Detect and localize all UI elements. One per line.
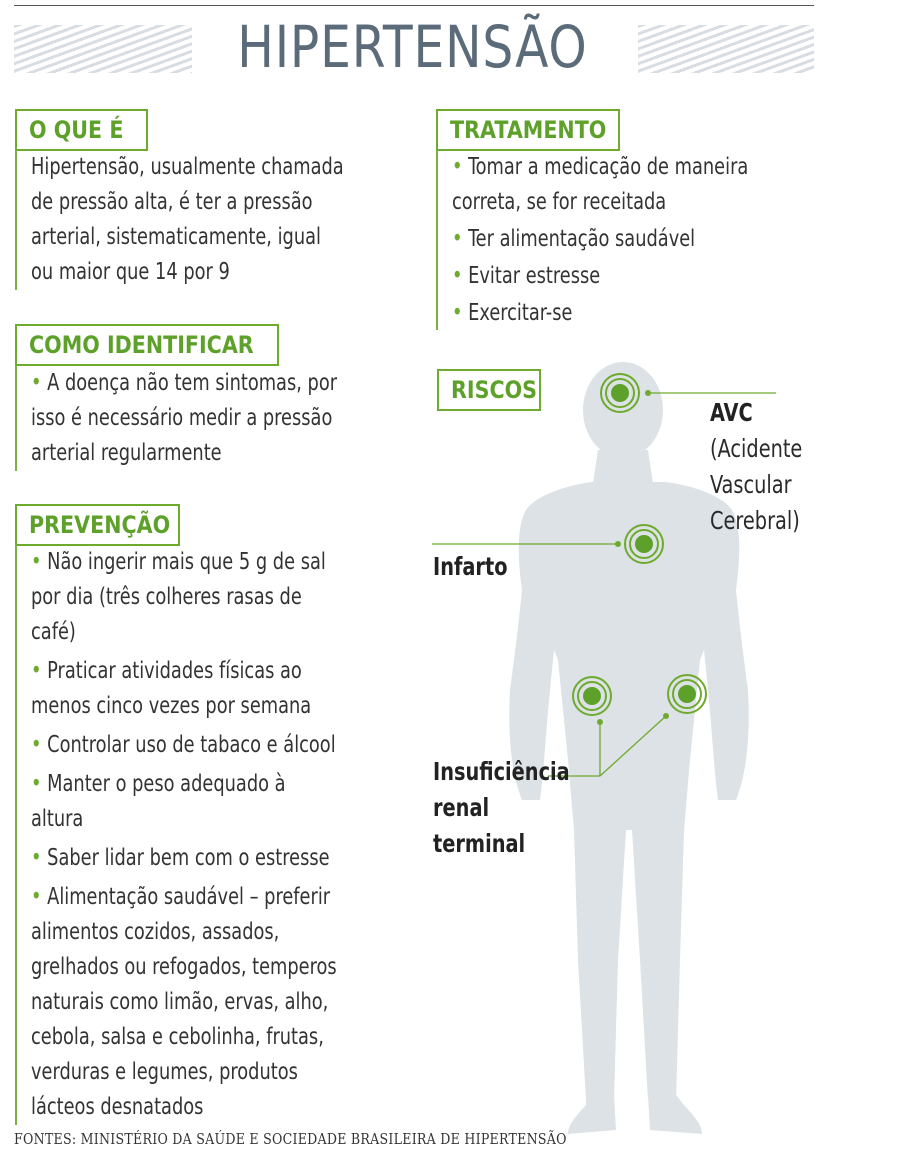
body-line: • Saber lidar bem com o estresse [31,845,330,871]
infarto-target-icon [625,525,663,563]
bullet-icon: • [452,300,469,326]
body-line: • Tomar a medicação de maneira [452,154,749,180]
risk-label-insuficiencia [433,754,592,862]
infarto-title: Infarto [433,552,508,581]
body-line: • Praticar atividades físicas ao [31,658,302,684]
bullet-icon: • [31,549,48,575]
body-line: • Exercitar-se [452,300,573,326]
section-heading-o-que-e: O QUE É [15,109,148,151]
body-line: verduras e legumes, produtos [31,1059,298,1085]
bullet-icon: • [452,226,469,252]
insuficiencia-line: Insuficiência [433,757,570,786]
body-line: arterial, sistematicamente, igual [31,224,321,250]
insuficiencia-line: terminal [433,829,526,858]
body-line: • Ter alimentação saudável [452,226,696,252]
body-line: altura [31,806,84,832]
section-heading-riscos: RISCOS [437,369,541,411]
section-body-prevencao [15,545,386,1125]
body-line: naturais como limão, ervas, alho, [31,989,329,1015]
section-body-tratamento [436,150,797,330]
body-line: de pressão alta, é ter a pressão [31,189,313,215]
body-line: café) [31,619,76,645]
sources-footer: FONTES: MINISTÉRIO DA SAÚDE E SOCIEDADE BRASILEIRA DE HIPERTENSÃO [14,1130,567,1148]
avc-desc-line: (Acidente [710,434,803,463]
bullet-icon: • [452,154,469,180]
body-line: arterial regularmente [31,440,222,466]
bullet-icon: • [31,771,48,797]
bullet-icon: • [452,263,469,289]
bullet-icon: • [31,845,48,871]
bullet-icon: • [31,884,48,910]
section-heading-tratamento: TRATAMENTO [436,109,620,151]
body-line: cebola, salsa e cebolinha, frutas, [31,1024,324,1050]
bullet-icon: • [31,732,48,758]
body-line: • Controlar uso de tabaco e álcool [31,732,336,758]
body-line: ou maior que 14 por 9 [31,259,230,285]
avc-desc-line: Cerebral) [710,506,800,535]
section-heading-como-identificar: COMO IDENTIFICAR [15,324,279,366]
section-body-como-identificar [15,366,387,471]
body-line: lácteos desnatados [31,1094,204,1120]
insuficiencia-line: renal [433,793,490,822]
body-line: Hipertensão, usualmente chamada [31,154,344,180]
body-line: • Não ingerir mais que 5 g de sal [31,549,326,575]
section-body-o-que-e [15,150,395,290]
body-line: • Evitar estresse [452,263,601,289]
body-line: por dia (três colheres rasas de [31,584,302,610]
avc-desc-line: Vascular [710,470,792,499]
body-line: • Alimentação saudável – preferir [31,884,331,910]
body-line: correta, se for receitada [452,189,667,215]
kidney-left-target-icon [573,677,611,715]
body-line: alimentos cozidos, assados, [31,919,280,945]
body-line: isso é necessário medir a pressão [31,405,333,431]
body-line: menos cinco vezes por semana [31,693,312,719]
top-rule [14,5,814,6]
body-line: grelhados ou refogados, temperos [31,954,337,980]
risk-label-infarto [433,549,520,585]
risk-label-avc [710,395,817,539]
avc-target-icon [601,374,639,412]
body-line: • A doença não tem sintomas, por [31,370,338,396]
section-heading-prevencao: PREVENÇÃO [15,504,180,546]
bullet-icon: • [31,370,48,396]
kidney-right-target-icon [668,675,706,713]
page-title: HIPERTENSÃO [237,13,588,81]
bullet-icon: • [31,658,48,684]
avc-title: AVC [710,398,753,427]
body-line: • Manter o peso adequado à [31,771,286,797]
